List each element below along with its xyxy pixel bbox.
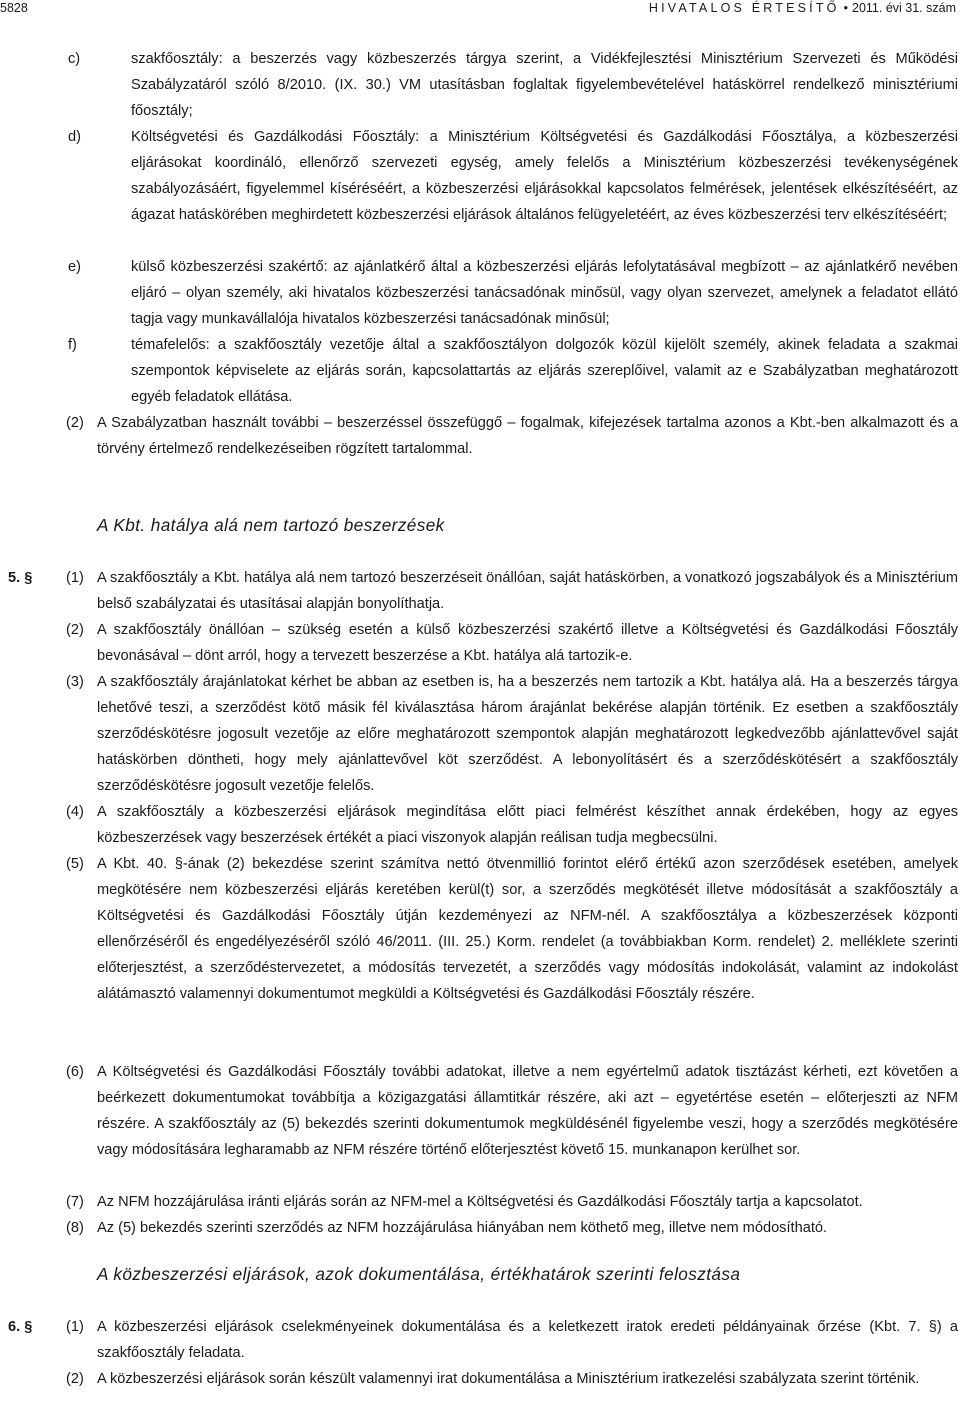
section-number: 6. § [8, 1319, 33, 1335]
paragraph-label: (6) [66, 1064, 84, 1080]
definition-e: külső közbeszerzési szakértő: az ajánlatkérő által a közbeszerzési eljárás lefolytatásával megbízott – az ajánlatkérő nevében eljáró – olyan személy, aki hivatalos közbeszerzési tanácsadónak minősül, vagy olyan szervezet, amelynek a feladatot ellátó tagja vagy munkavállalója hivatalos közbeszerzési tanácsadónak minősül; [131, 259, 958, 327]
running-title [649, 1, 956, 15]
bullet-separator: • [843, 1, 848, 15]
issue-number: 2011. évi 31. szám [852, 1, 956, 15]
section-heading: A Kbt. hatálya alá nem tartozó beszerzések [97, 515, 445, 535]
paragraph-label: (2) [66, 622, 84, 638]
paragraph-5-7: Az NFM hozzájárulása iránti eljárás során az NFM-mel a Költségvetési és Gazdálkodási Főosztály tartja a kapcsolatot. [97, 1194, 863, 1210]
section-heading: A közbeszerzési eljárások, azok dokumentálása, értékhatárok szerinti felosztása [97, 1264, 741, 1284]
paragraph-4-2: A Szabályzatban használt további – beszerzéssel összefüggő – fogalmak, kifejezések tartalma azonos a Kbt.-ben alkalmazott és a törvény értelmező rendelkezéseiben rögzített tartalommal. [97, 415, 958, 457]
paragraph-5-1: A szakfőosztály a Kbt. hatálya alá nem tartozó beszerzéseit önállóan, saját hatáskörben, a vonatkozó jogszabályok és a Minisztérium belső szabályzatai és utasításai alapján bonyolíthatja. [97, 570, 958, 612]
paragraph-5-8: Az (5) bekezdés szerinti szerződés az NFM hozzájárulása hiányában nem köthető meg, illetve nem módosítható. [97, 1220, 828, 1236]
paragraph-6-1: A közbeszerzési eljárások cselekményeinek dokumentálása és a keletkezett iratok eredeti példányainak őrzése (Kbt. 7. §) a szakfőosztály feladata. [97, 1319, 958, 1361]
publication-name: HIVATALOS ÉRTESÍTŐ [648, 1, 840, 15]
paragraph-label: (7) [66, 1194, 84, 1210]
page-header [0, 0, 960, 22]
item-label-f: f) [68, 337, 77, 353]
item-label-c: c) [68, 51, 81, 67]
section-number: 5. § [8, 570, 33, 586]
paragraph-label: (2) [66, 415, 84, 431]
paragraph-label: (1) [66, 570, 84, 586]
paragraph-label: (3) [66, 674, 84, 690]
paragraph-5-3: A szakfőosztály árajánlatokat kérhet be abban az esetben is, ha a beszerzés nem tartozik a Kbt. hatálya alá. Ha a beszerzés tárgya lehetővé teszi, a szerződést kötő másik fél kiválasztása három árajánlat bekérése alapján történik. Ez esetben a szakfőosztály szerződéskötésre jogosult vezetője az előre meghatározott szempontok alapján meghatározott legkedvezőbb ajánlattevővel saját hatáskörben döntheti, hogy mely ajánlattevővel köt szerződést. A lebonyolításért és a szerződéskötésért a szakfőosztály szerződéskötésre jogosult vezetője felelős. [97, 674, 958, 794]
definition-f: témafelelős: a szakfőosztály vezetője által a szakfőosztályon dolgozók közül kijelölt személy, akinek feladata a szakmai szempontok képviselete az eljárás során, kapcsolattartás az eljárás szereplőivel, valamit az e Szabályzatban meghatározott egyéb feladatok ellátása. [131, 337, 958, 405]
paragraph-label: (1) [66, 1319, 84, 1335]
paragraph-5-6: A Költségvetési és Gazdálkodási Főosztály további adatokat, illetve a nem egyértelmű adatok tisztázást kérheti, ezt követően a beérkezett dokumentumokat továbbítja a közigazgatási államtitkár részére, aki azt – egyetértése esetén – előterjeszti az NFM részére. A szakfőosztály az (5) bekezdés szerinti dokumentumok megküldésénél figyelembe veszi, hogy a szerződés megkötésére vagy módosítására legharamabb az NFM részére történő előterjesztést követő 15. munkanapon kerülhet sor. [97, 1064, 958, 1158]
paragraph-5-5: A Kbt. 40. §-ának (2) bekezdése szerint számítva nettó ötvenmillió forintot elérő értékű azon szerződések esetében, amelyek megkötésére nem közbeszerzési eljárás keretében kerül(t) sor, a szerződés megkötését illetve módosítását a szakfőosztály a Költségvetési és Gazdálkodási Főosztály útján kezdeményezi az NFM-nél. A szakfőosztálya a közbeszerzések központi ellenőrzéséről és engedélyezéséről szóló 46/2011. (III. 25.) Korm. rendelet (a továbbiakban Korm. rendelet) 2. melléklete szerinti előterjesztést, a szerződéstervezetet, a módosítás tervezetét, a szerződés vagy módosítás indokolását, valamint az indokolást alátámasztó valamennyi dokumentumot megküldi a Költségvetési és Gazdálkodási Főosztály részére. [97, 856, 958, 1002]
paragraph-5-2: A szakfőosztály önállóan – szükség esetén a külső közbeszerzési szakértő illetve a Költségvetési és Gazdálkodási Főosztály bevonásával – dönt arról, hogy a tervezett beszerzése a Kbt. hatálya alá tartozik-e. [97, 622, 958, 664]
paragraph-6-2: A közbeszerzési eljárások során készült valamennyi irat dokumentálása a Minisztérium iratkezelési szabályzata szerint történik. [97, 1371, 920, 1387]
item-label-e: e) [68, 259, 81, 275]
paragraph-label: (4) [66, 804, 84, 820]
paragraph-label: (8) [66, 1220, 84, 1236]
item-label-d: d) [68, 129, 81, 145]
paragraph-label: (5) [66, 856, 84, 872]
definition-c: szakfőosztály: a beszerzés vagy közbeszerzés tárgya szerint, a Vidékfejlesztési Minisztérium Szervezeti és Működési Szabályzatáról szóló 8/2010. (IX. 30.) VM utasításban foglaltak figyelembevételével hatáskörrel rendelkező minisztériumi főosztály; [131, 51, 958, 119]
definition-d: Költségvetési és Gazdálkodási Főosztály: a Minisztérium Költségvetési és Gazdálkodási Főosztálya, a közbeszerzési eljárásokat koordináló, ellenőrző szervezeti egység, amely felelős a Minisztérium közbeszerzési tevékenységének szabályozásáért, figyelemmel kíséréséért, a közbeszerzési eljárásokkal kapcsolatos felmérések, jelentések elkészítéséért, az ágazat hatáskörében meghirdetett közbeszerzési eljárások általános felügyeletéért, az éves közbeszerzési terv elkészítéséért; [131, 129, 958, 223]
paragraph-5-4: A szakfőosztály a közbeszerzési eljárások megindítása előtt piaci felmérést készíthet annak érdekében, hogy az egyes közbeszerzések vagy beszerzések értékét a piaci viszonyok alapján reálisan tudja megbecsülni. [97, 804, 958, 846]
paragraph-label: (2) [66, 1371, 84, 1387]
page-number: 5828 [0, 1, 28, 15]
